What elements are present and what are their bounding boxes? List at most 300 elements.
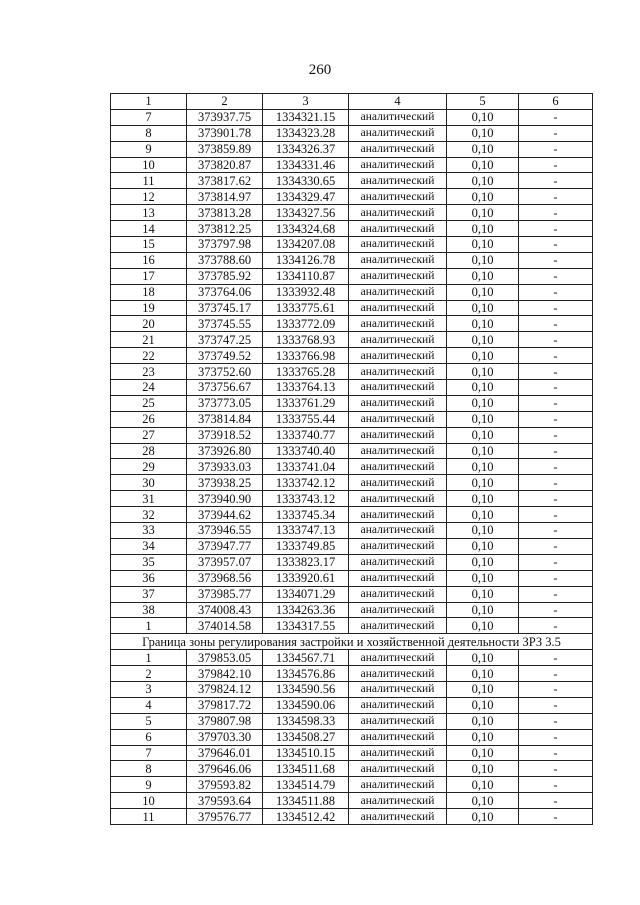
- table-row: [111, 681, 593, 697]
- x-coordinate-cell: 373940.90: [187, 491, 263, 507]
- note-cell: -: [519, 459, 593, 475]
- table-row: [111, 602, 593, 618]
- note-cell: -: [519, 411, 593, 427]
- accuracy-cell: 0,10: [447, 157, 519, 173]
- table-row: [111, 666, 593, 682]
- table-row: [111, 141, 593, 157]
- point-number-cell: 34: [111, 538, 187, 554]
- method-cell: аналитический: [349, 411, 447, 427]
- accuracy-cell: 0,10: [447, 268, 519, 284]
- page-number: 260: [308, 62, 332, 78]
- table-row: [111, 618, 593, 634]
- x-coordinate-cell: 373937.75: [187, 109, 263, 125]
- point-number-cell: 9: [111, 777, 187, 793]
- accuracy-cell: 0,10: [447, 141, 519, 157]
- method-cell: аналитический: [349, 507, 447, 523]
- table-row: [111, 554, 593, 570]
- table-row: [111, 221, 593, 237]
- point-number-cell: 1: [111, 650, 187, 666]
- y-coordinate-cell: 1333740.77: [263, 427, 349, 443]
- method-cell: аналитический: [349, 157, 447, 173]
- x-coordinate-cell: 373747.25: [187, 332, 263, 348]
- accuracy-cell: 0,10: [447, 729, 519, 745]
- point-number-cell: 11: [111, 809, 187, 825]
- x-coordinate-cell: 373814.97: [187, 189, 263, 205]
- note-cell: -: [519, 586, 593, 602]
- accuracy-cell: 0,10: [447, 332, 519, 348]
- point-number-cell: 5: [111, 713, 187, 729]
- x-coordinate-cell: 379824.12: [187, 681, 263, 697]
- x-coordinate-cell: 373764.06: [187, 284, 263, 300]
- note-cell: -: [519, 364, 593, 380]
- header-cell: 6: [519, 94, 593, 110]
- x-coordinate-cell: 373812.25: [187, 221, 263, 237]
- header-cell: 1: [111, 94, 187, 110]
- table-row: [111, 125, 593, 141]
- method-cell: аналитический: [349, 538, 447, 554]
- accuracy-cell: 0,10: [447, 252, 519, 268]
- y-coordinate-cell: 1333742.12: [263, 475, 349, 491]
- point-number-cell: 33: [111, 523, 187, 539]
- x-coordinate-cell: 373944.62: [187, 507, 263, 523]
- y-coordinate-cell: 1334324.68: [263, 221, 349, 237]
- method-cell: аналитический: [349, 125, 447, 141]
- accuracy-cell: 0,10: [447, 681, 519, 697]
- y-coordinate-cell: 1334510.15: [263, 745, 349, 761]
- table-row: [111, 427, 593, 443]
- point-number-cell: 8: [111, 125, 187, 141]
- table-row: [111, 650, 593, 666]
- table-row: [111, 189, 593, 205]
- method-cell: аналитический: [349, 586, 447, 602]
- accuracy-cell: 0,10: [447, 507, 519, 523]
- y-coordinate-cell: 1334512.42: [263, 809, 349, 825]
- note-cell: -: [519, 475, 593, 491]
- note-cell: -: [519, 507, 593, 523]
- section-title: Граница зоны регулирования застройки и хозяйственной деятельности ЗРЗ 3.5: [111, 634, 593, 650]
- x-coordinate-cell: 373933.03: [187, 459, 263, 475]
- x-coordinate-cell: 379646.06: [187, 761, 263, 777]
- note-cell: -: [519, 650, 593, 666]
- y-coordinate-cell: 1334326.37: [263, 141, 349, 157]
- accuracy-cell: 0,10: [447, 602, 519, 618]
- method-cell: аналитический: [349, 332, 447, 348]
- y-coordinate-cell: 1333747.13: [263, 523, 349, 539]
- y-coordinate-cell: 1334110.87: [263, 268, 349, 284]
- table-row: [111, 173, 593, 189]
- point-number-cell: 26: [111, 411, 187, 427]
- accuracy-cell: 0,10: [447, 316, 519, 332]
- point-number-cell: 21: [111, 332, 187, 348]
- x-coordinate-cell: 373788.60: [187, 252, 263, 268]
- method-cell: аналитический: [349, 650, 447, 666]
- method-cell: аналитический: [349, 618, 447, 634]
- accuracy-cell: 0,10: [447, 300, 519, 316]
- note-cell: -: [519, 380, 593, 396]
- x-coordinate-cell: 373926.80: [187, 443, 263, 459]
- accuracy-cell: 0,10: [447, 443, 519, 459]
- point-number-cell: 23: [111, 364, 187, 380]
- method-cell: аналитический: [349, 268, 447, 284]
- note-cell: -: [519, 602, 593, 618]
- point-number-cell: 38: [111, 602, 187, 618]
- x-coordinate-cell: 373752.60: [187, 364, 263, 380]
- point-number-cell: 15: [111, 237, 187, 253]
- point-number-cell: 18: [111, 284, 187, 300]
- x-coordinate-cell: 379593.82: [187, 777, 263, 793]
- note-cell: -: [519, 268, 593, 284]
- x-coordinate-cell: 373749.52: [187, 348, 263, 364]
- method-cell: аналитический: [349, 205, 447, 221]
- accuracy-cell: 0,10: [447, 713, 519, 729]
- point-number-cell: 16: [111, 252, 187, 268]
- point-number-cell: 11: [111, 173, 187, 189]
- x-coordinate-cell: 379853.05: [187, 650, 263, 666]
- x-coordinate-cell: 374008.43: [187, 602, 263, 618]
- accuracy-cell: 0,10: [447, 697, 519, 713]
- note-cell: -: [519, 173, 593, 189]
- x-coordinate-cell: 379593.64: [187, 793, 263, 809]
- note-cell: -: [519, 141, 593, 157]
- method-cell: аналитический: [349, 554, 447, 570]
- x-coordinate-cell: 379576.77: [187, 809, 263, 825]
- method-cell: аналитический: [349, 427, 447, 443]
- method-cell: аналитический: [349, 221, 447, 237]
- point-number-cell: 4: [111, 697, 187, 713]
- note-cell: -: [519, 252, 593, 268]
- table-row: [111, 809, 593, 825]
- accuracy-cell: 0,10: [447, 205, 519, 221]
- x-coordinate-cell: 373820.87: [187, 157, 263, 173]
- y-coordinate-cell: 1333823.17: [263, 554, 349, 570]
- accuracy-cell: 0,10: [447, 538, 519, 554]
- y-coordinate-cell: 1334323.28: [263, 125, 349, 141]
- method-cell: аналитический: [349, 459, 447, 475]
- accuracy-cell: 0,10: [447, 523, 519, 539]
- table-row: [111, 713, 593, 729]
- x-coordinate-cell: 379703.30: [187, 729, 263, 745]
- y-coordinate-cell: 1333743.12: [263, 491, 349, 507]
- method-cell: аналитический: [349, 491, 447, 507]
- note-cell: -: [519, 205, 593, 221]
- note-cell: -: [519, 427, 593, 443]
- section-row: [111, 634, 593, 650]
- y-coordinate-cell: 1334207.08: [263, 237, 349, 253]
- note-cell: -: [519, 618, 593, 634]
- point-number-cell: 20: [111, 316, 187, 332]
- table-row: [111, 252, 593, 268]
- table-row: [111, 761, 593, 777]
- x-coordinate-cell: 379817.72: [187, 697, 263, 713]
- method-cell: аналитический: [349, 300, 447, 316]
- point-number-cell: 9: [111, 141, 187, 157]
- method-cell: аналитический: [349, 697, 447, 713]
- note-cell: -: [519, 300, 593, 316]
- header-cell: 2: [187, 94, 263, 110]
- y-coordinate-cell: 1333745.34: [263, 507, 349, 523]
- header-cell: 3: [263, 94, 349, 110]
- table-row: [111, 395, 593, 411]
- note-cell: -: [519, 491, 593, 507]
- note-cell: -: [519, 109, 593, 125]
- table-row: [111, 777, 593, 793]
- y-coordinate-cell: 1334590.06: [263, 697, 349, 713]
- note-cell: -: [519, 554, 593, 570]
- x-coordinate-cell: 373814.84: [187, 411, 263, 427]
- y-coordinate-cell: 1333755.44: [263, 411, 349, 427]
- point-number-cell: 13: [111, 205, 187, 221]
- y-coordinate-cell: 1333920.61: [263, 570, 349, 586]
- y-coordinate-cell: 1333766.98: [263, 348, 349, 364]
- table-row: [111, 300, 593, 316]
- accuracy-cell: 0,10: [447, 189, 519, 205]
- x-coordinate-cell: 373773.05: [187, 395, 263, 411]
- note-cell: -: [519, 284, 593, 300]
- note-cell: -: [519, 681, 593, 697]
- y-coordinate-cell: 1334321.15: [263, 109, 349, 125]
- x-coordinate-cell: 373901.78: [187, 125, 263, 141]
- note-cell: -: [519, 745, 593, 761]
- y-coordinate-cell: 1334330.65: [263, 173, 349, 189]
- accuracy-cell: 0,10: [447, 475, 519, 491]
- method-cell: аналитический: [349, 141, 447, 157]
- y-coordinate-cell: 1334317.55: [263, 618, 349, 634]
- note-cell: -: [519, 157, 593, 173]
- note-cell: -: [519, 777, 593, 793]
- accuracy-cell: 0,10: [447, 427, 519, 443]
- method-cell: аналитический: [349, 681, 447, 697]
- accuracy-cell: 0,10: [447, 459, 519, 475]
- point-number-cell: 2: [111, 666, 187, 682]
- y-coordinate-cell: 1334071.29: [263, 586, 349, 602]
- accuracy-cell: 0,10: [447, 650, 519, 666]
- y-coordinate-cell: 1333932.48: [263, 284, 349, 300]
- note-cell: -: [519, 761, 593, 777]
- x-coordinate-cell: 373946.55: [187, 523, 263, 539]
- method-cell: аналитический: [349, 364, 447, 380]
- point-number-cell: 36: [111, 570, 187, 586]
- note-cell: -: [519, 395, 593, 411]
- table-row: [111, 729, 593, 745]
- y-coordinate-cell: 1334331.46: [263, 157, 349, 173]
- y-coordinate-cell: 1334567.71: [263, 650, 349, 666]
- y-coordinate-cell: 1333775.61: [263, 300, 349, 316]
- y-coordinate-cell: 1333740.40: [263, 443, 349, 459]
- note-cell: -: [519, 793, 593, 809]
- point-number-cell: 29: [111, 459, 187, 475]
- y-coordinate-cell: 1334263.36: [263, 602, 349, 618]
- point-number-cell: 7: [111, 109, 187, 125]
- y-coordinate-cell: 1333749.85: [263, 538, 349, 554]
- note-cell: -: [519, 348, 593, 364]
- x-coordinate-cell: 373813.28: [187, 205, 263, 221]
- y-coordinate-cell: 1334514.79: [263, 777, 349, 793]
- x-coordinate-cell: 373947.77: [187, 538, 263, 554]
- note-cell: -: [519, 570, 593, 586]
- y-coordinate-cell: 1334327.56: [263, 205, 349, 221]
- method-cell: аналитический: [349, 395, 447, 411]
- table-row: [111, 364, 593, 380]
- point-number-cell: 1: [111, 618, 187, 634]
- note-cell: -: [519, 809, 593, 825]
- accuracy-cell: 0,10: [447, 618, 519, 634]
- y-coordinate-cell: 1333764.13: [263, 380, 349, 396]
- table-row: [111, 793, 593, 809]
- x-coordinate-cell: 373745.17: [187, 300, 263, 316]
- table-row: [111, 538, 593, 554]
- point-number-cell: 32: [111, 507, 187, 523]
- method-cell: аналитический: [349, 189, 447, 205]
- point-number-cell: 19: [111, 300, 187, 316]
- x-coordinate-cell: 373785.92: [187, 268, 263, 284]
- x-coordinate-cell: 374014.58: [187, 618, 263, 634]
- accuracy-cell: 0,10: [447, 284, 519, 300]
- table-row: [111, 570, 593, 586]
- table-row: [111, 332, 593, 348]
- accuracy-cell: 0,10: [447, 395, 519, 411]
- note-cell: -: [519, 237, 593, 253]
- point-number-cell: 7: [111, 745, 187, 761]
- table-row: [111, 459, 593, 475]
- method-cell: аналитический: [349, 316, 447, 332]
- accuracy-cell: 0,10: [447, 380, 519, 396]
- method-cell: аналитический: [349, 570, 447, 586]
- point-number-cell: 3: [111, 681, 187, 697]
- x-coordinate-cell: 373745.55: [187, 316, 263, 332]
- method-cell: аналитический: [349, 666, 447, 682]
- header-row: [111, 94, 593, 110]
- x-coordinate-cell: 379807.98: [187, 713, 263, 729]
- accuracy-cell: 0,10: [447, 793, 519, 809]
- x-coordinate-cell: 373817.62: [187, 173, 263, 189]
- table-row: [111, 237, 593, 253]
- method-cell: аналитический: [349, 348, 447, 364]
- point-number-cell: 27: [111, 427, 187, 443]
- note-cell: -: [519, 713, 593, 729]
- method-cell: аналитический: [349, 443, 447, 459]
- table-row: [111, 523, 593, 539]
- y-coordinate-cell: 1334329.47: [263, 189, 349, 205]
- y-coordinate-cell: 1333765.28: [263, 364, 349, 380]
- x-coordinate-cell: 373938.25: [187, 475, 263, 491]
- accuracy-cell: 0,10: [447, 411, 519, 427]
- accuracy-cell: 0,10: [447, 745, 519, 761]
- note-cell: -: [519, 316, 593, 332]
- table-row: [111, 109, 593, 125]
- note-cell: -: [519, 221, 593, 237]
- point-number-cell: 14: [111, 221, 187, 237]
- point-number-cell: 35: [111, 554, 187, 570]
- accuracy-cell: 0,10: [447, 364, 519, 380]
- point-number-cell: 17: [111, 268, 187, 284]
- note-cell: -: [519, 523, 593, 539]
- method-cell: аналитический: [349, 793, 447, 809]
- point-number-cell: 28: [111, 443, 187, 459]
- accuracy-cell: 0,10: [447, 777, 519, 793]
- x-coordinate-cell: 379646.01: [187, 745, 263, 761]
- accuracy-cell: 0,10: [447, 666, 519, 682]
- point-number-cell: 10: [111, 793, 187, 809]
- x-coordinate-cell: 373985.77: [187, 586, 263, 602]
- accuracy-cell: 0,10: [447, 109, 519, 125]
- table-row: [111, 411, 593, 427]
- coordinates-table: [110, 93, 593, 825]
- y-coordinate-cell: 1334511.68: [263, 761, 349, 777]
- point-number-cell: 37: [111, 586, 187, 602]
- y-coordinate-cell: 1333772.09: [263, 316, 349, 332]
- point-number-cell: 24: [111, 380, 187, 396]
- table-row: [111, 697, 593, 713]
- header-cell: 5: [447, 94, 519, 110]
- method-cell: аналитический: [349, 109, 447, 125]
- accuracy-cell: 0,10: [447, 809, 519, 825]
- accuracy-cell: 0,10: [447, 586, 519, 602]
- note-cell: -: [519, 125, 593, 141]
- point-number-cell: 8: [111, 761, 187, 777]
- method-cell: аналитический: [349, 523, 447, 539]
- y-coordinate-cell: 1334511.88: [263, 793, 349, 809]
- accuracy-cell: 0,10: [447, 348, 519, 364]
- note-cell: -: [519, 443, 593, 459]
- note-cell: -: [519, 332, 593, 348]
- note-cell: -: [519, 666, 593, 682]
- method-cell: аналитический: [349, 809, 447, 825]
- point-number-cell: 30: [111, 475, 187, 491]
- x-coordinate-cell: 373797.98: [187, 237, 263, 253]
- accuracy-cell: 0,10: [447, 491, 519, 507]
- table-row: [111, 586, 593, 602]
- table-row: [111, 348, 593, 364]
- note-cell: -: [519, 538, 593, 554]
- y-coordinate-cell: 1334508.27: [263, 729, 349, 745]
- table-row: [111, 316, 593, 332]
- header-cell: 4: [349, 94, 447, 110]
- note-cell: -: [519, 697, 593, 713]
- table-row: [111, 284, 593, 300]
- method-cell: аналитический: [349, 380, 447, 396]
- accuracy-cell: 0,10: [447, 554, 519, 570]
- method-cell: аналитический: [349, 761, 447, 777]
- table-row: [111, 443, 593, 459]
- method-cell: аналитический: [349, 602, 447, 618]
- method-cell: аналитический: [349, 713, 447, 729]
- table-row: [111, 475, 593, 491]
- method-cell: аналитический: [349, 745, 447, 761]
- note-cell: -: [519, 729, 593, 745]
- accuracy-cell: 0,10: [447, 125, 519, 141]
- point-number-cell: 25: [111, 395, 187, 411]
- table-row: [111, 745, 593, 761]
- method-cell: аналитический: [349, 777, 447, 793]
- y-coordinate-cell: 1333761.29: [263, 395, 349, 411]
- table-row: [111, 268, 593, 284]
- table-row: [111, 205, 593, 221]
- y-coordinate-cell: 1333741.04: [263, 459, 349, 475]
- accuracy-cell: 0,10: [447, 761, 519, 777]
- method-cell: аналитический: [349, 237, 447, 253]
- point-number-cell: 12: [111, 189, 187, 205]
- accuracy-cell: 0,10: [447, 173, 519, 189]
- method-cell: аналитический: [349, 729, 447, 745]
- y-coordinate-cell: 1334598.33: [263, 713, 349, 729]
- x-coordinate-cell: 373756.67: [187, 380, 263, 396]
- table-row: [111, 491, 593, 507]
- accuracy-cell: 0,10: [447, 570, 519, 586]
- x-coordinate-cell: 373968.56: [187, 570, 263, 586]
- table-row: [111, 157, 593, 173]
- accuracy-cell: 0,10: [447, 237, 519, 253]
- method-cell: аналитический: [349, 173, 447, 189]
